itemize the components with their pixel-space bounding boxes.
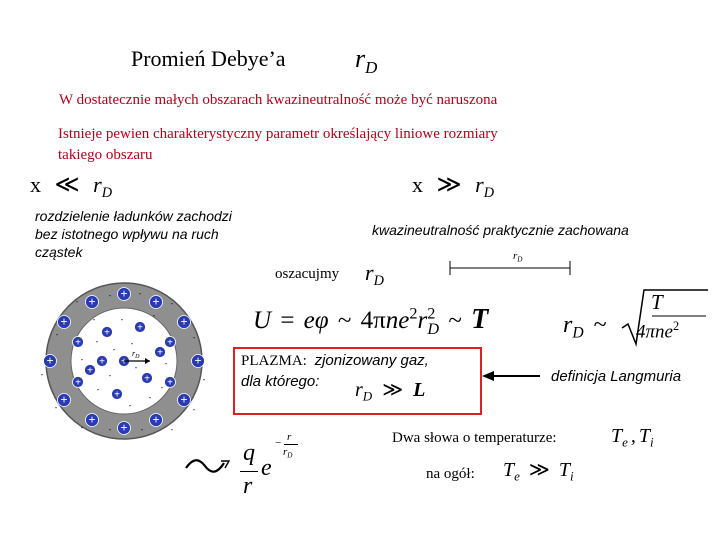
ion-sign: + <box>144 373 150 385</box>
plasma-diagram <box>22 282 232 440</box>
electron-marker: - <box>96 385 100 394</box>
plasma-label: PLAZMA: <box>241 353 307 369</box>
temperature-label: Dwa słowa o temperaturze: <box>392 430 557 446</box>
plasma-condition: $r_D$ ≫ L <box>355 379 426 404</box>
electron-marker: - <box>40 370 44 379</box>
right-condition: x ≫ $r_D$ <box>412 172 495 201</box>
electron-marker: - <box>55 330 59 339</box>
electron-marker: - <box>192 405 196 414</box>
left-note: rozdzielenie ładunków zachodzi bez istotnego wpływu na ruch cząstek <box>35 208 232 260</box>
ion-sign: + <box>180 314 188 329</box>
electron-marker: - <box>108 371 112 380</box>
ion-sign: + <box>60 392 68 407</box>
electron-marker: - <box>130 339 134 348</box>
general-label: na ogół: <box>426 466 475 482</box>
ion-sign: + <box>180 392 188 407</box>
electron-marker: - <box>108 425 112 434</box>
ion-sign: + <box>137 322 143 334</box>
plasma-line-1: zjonizowany gaz, <box>314 352 429 369</box>
sqrt-denominator: 4πne$^2$ <box>636 319 680 343</box>
equation-energy: U = eφ ~ $4\pi ne^2r^2_D$ ~ T <box>253 304 489 338</box>
ion-sign: + <box>194 353 202 368</box>
electron-marker: - <box>160 383 164 392</box>
title-symbol: $r_D$ <box>355 44 378 77</box>
electron-marker: - <box>134 363 138 372</box>
electron-marker: - <box>192 333 196 342</box>
scale-bar <box>448 250 572 280</box>
ion-sign: + <box>75 337 81 349</box>
wavy-sim-icon <box>183 455 233 477</box>
ion-sign: + <box>75 377 81 389</box>
potential-fraction-bar <box>240 471 258 472</box>
electron-marker: - <box>80 423 84 432</box>
estimate-symbol: $r_D$ <box>365 260 384 289</box>
ion-sign: + <box>152 412 160 427</box>
ion-sign: + <box>104 327 110 339</box>
intro-line-1: Istnieje pewien charakterystyczny parametr określający liniowe rozmiary <box>58 126 498 142</box>
ion-sign: + <box>121 356 127 368</box>
ion-sign: + <box>46 353 54 368</box>
ion-sign: + <box>152 294 160 309</box>
electron-marker: - <box>75 297 79 306</box>
ion-sign: + <box>88 412 96 427</box>
electron-marker: - <box>138 289 142 298</box>
ion-sign: + <box>88 294 96 309</box>
potential-r: r <box>243 473 253 499</box>
ion-sign: + <box>167 377 173 389</box>
electron-marker: - <box>54 403 58 412</box>
ion-sign: + <box>157 347 163 359</box>
general-symbols: $T_e$ ≫ $T_i$ <box>503 459 574 484</box>
electron-marker: - <box>170 299 174 308</box>
ion-sign: + <box>114 389 120 401</box>
left-condition: x ≪ $r_D$ <box>30 172 113 201</box>
electron-marker: - <box>128 401 132 410</box>
right-note: kwazineutralność praktycznie zachowana <box>372 222 629 238</box>
intro-line-2: takiego obszaru <box>58 147 153 163</box>
electron-marker: - <box>164 359 168 368</box>
ion-sign: + <box>60 314 68 329</box>
electron-marker: - <box>108 291 112 300</box>
estimate-label: oszacujmy <box>275 266 340 282</box>
electron-marker: - <box>202 375 206 384</box>
potential-e: e <box>261 455 272 481</box>
radius-label: $r_D$ <box>132 349 140 360</box>
electron-marker: - <box>140 425 144 434</box>
plasma-box <box>233 347 482 415</box>
ion-sign: + <box>120 420 128 435</box>
ion-sign: + <box>99 356 105 368</box>
electron-marker: - <box>80 355 84 364</box>
equation-debye: $r_D$ ~ <box>563 312 607 342</box>
ion-sign: + <box>87 365 93 377</box>
langmuir-note: definicja Langmuria <box>551 368 682 385</box>
electron-marker: - <box>170 425 174 434</box>
title-text: Promień Debye’a <box>131 46 286 71</box>
langmuir-arrow <box>480 368 542 384</box>
electron-marker: - <box>112 345 116 354</box>
ion-sign: + <box>167 337 173 349</box>
electron-marker: - <box>95 337 99 346</box>
plasma-line-2: dla którego: <box>241 373 320 390</box>
electron-marker: - <box>92 315 96 324</box>
sqrt-numerator: T <box>651 290 663 314</box>
electron-marker: - <box>148 393 152 402</box>
scale-bar-label: $r_D$ <box>513 250 523 264</box>
temperature-symbols: $T_e$ , $T_i$ <box>611 425 654 450</box>
ion-sign: + <box>120 286 128 301</box>
page-title <box>131 46 286 72</box>
electron-marker: - <box>152 311 156 320</box>
subtitle: W dostatecznie małych obszarach kwazineutralność może być naruszona <box>59 92 498 108</box>
electron-marker: - <box>120 315 124 324</box>
potential-q: q <box>243 440 255 466</box>
